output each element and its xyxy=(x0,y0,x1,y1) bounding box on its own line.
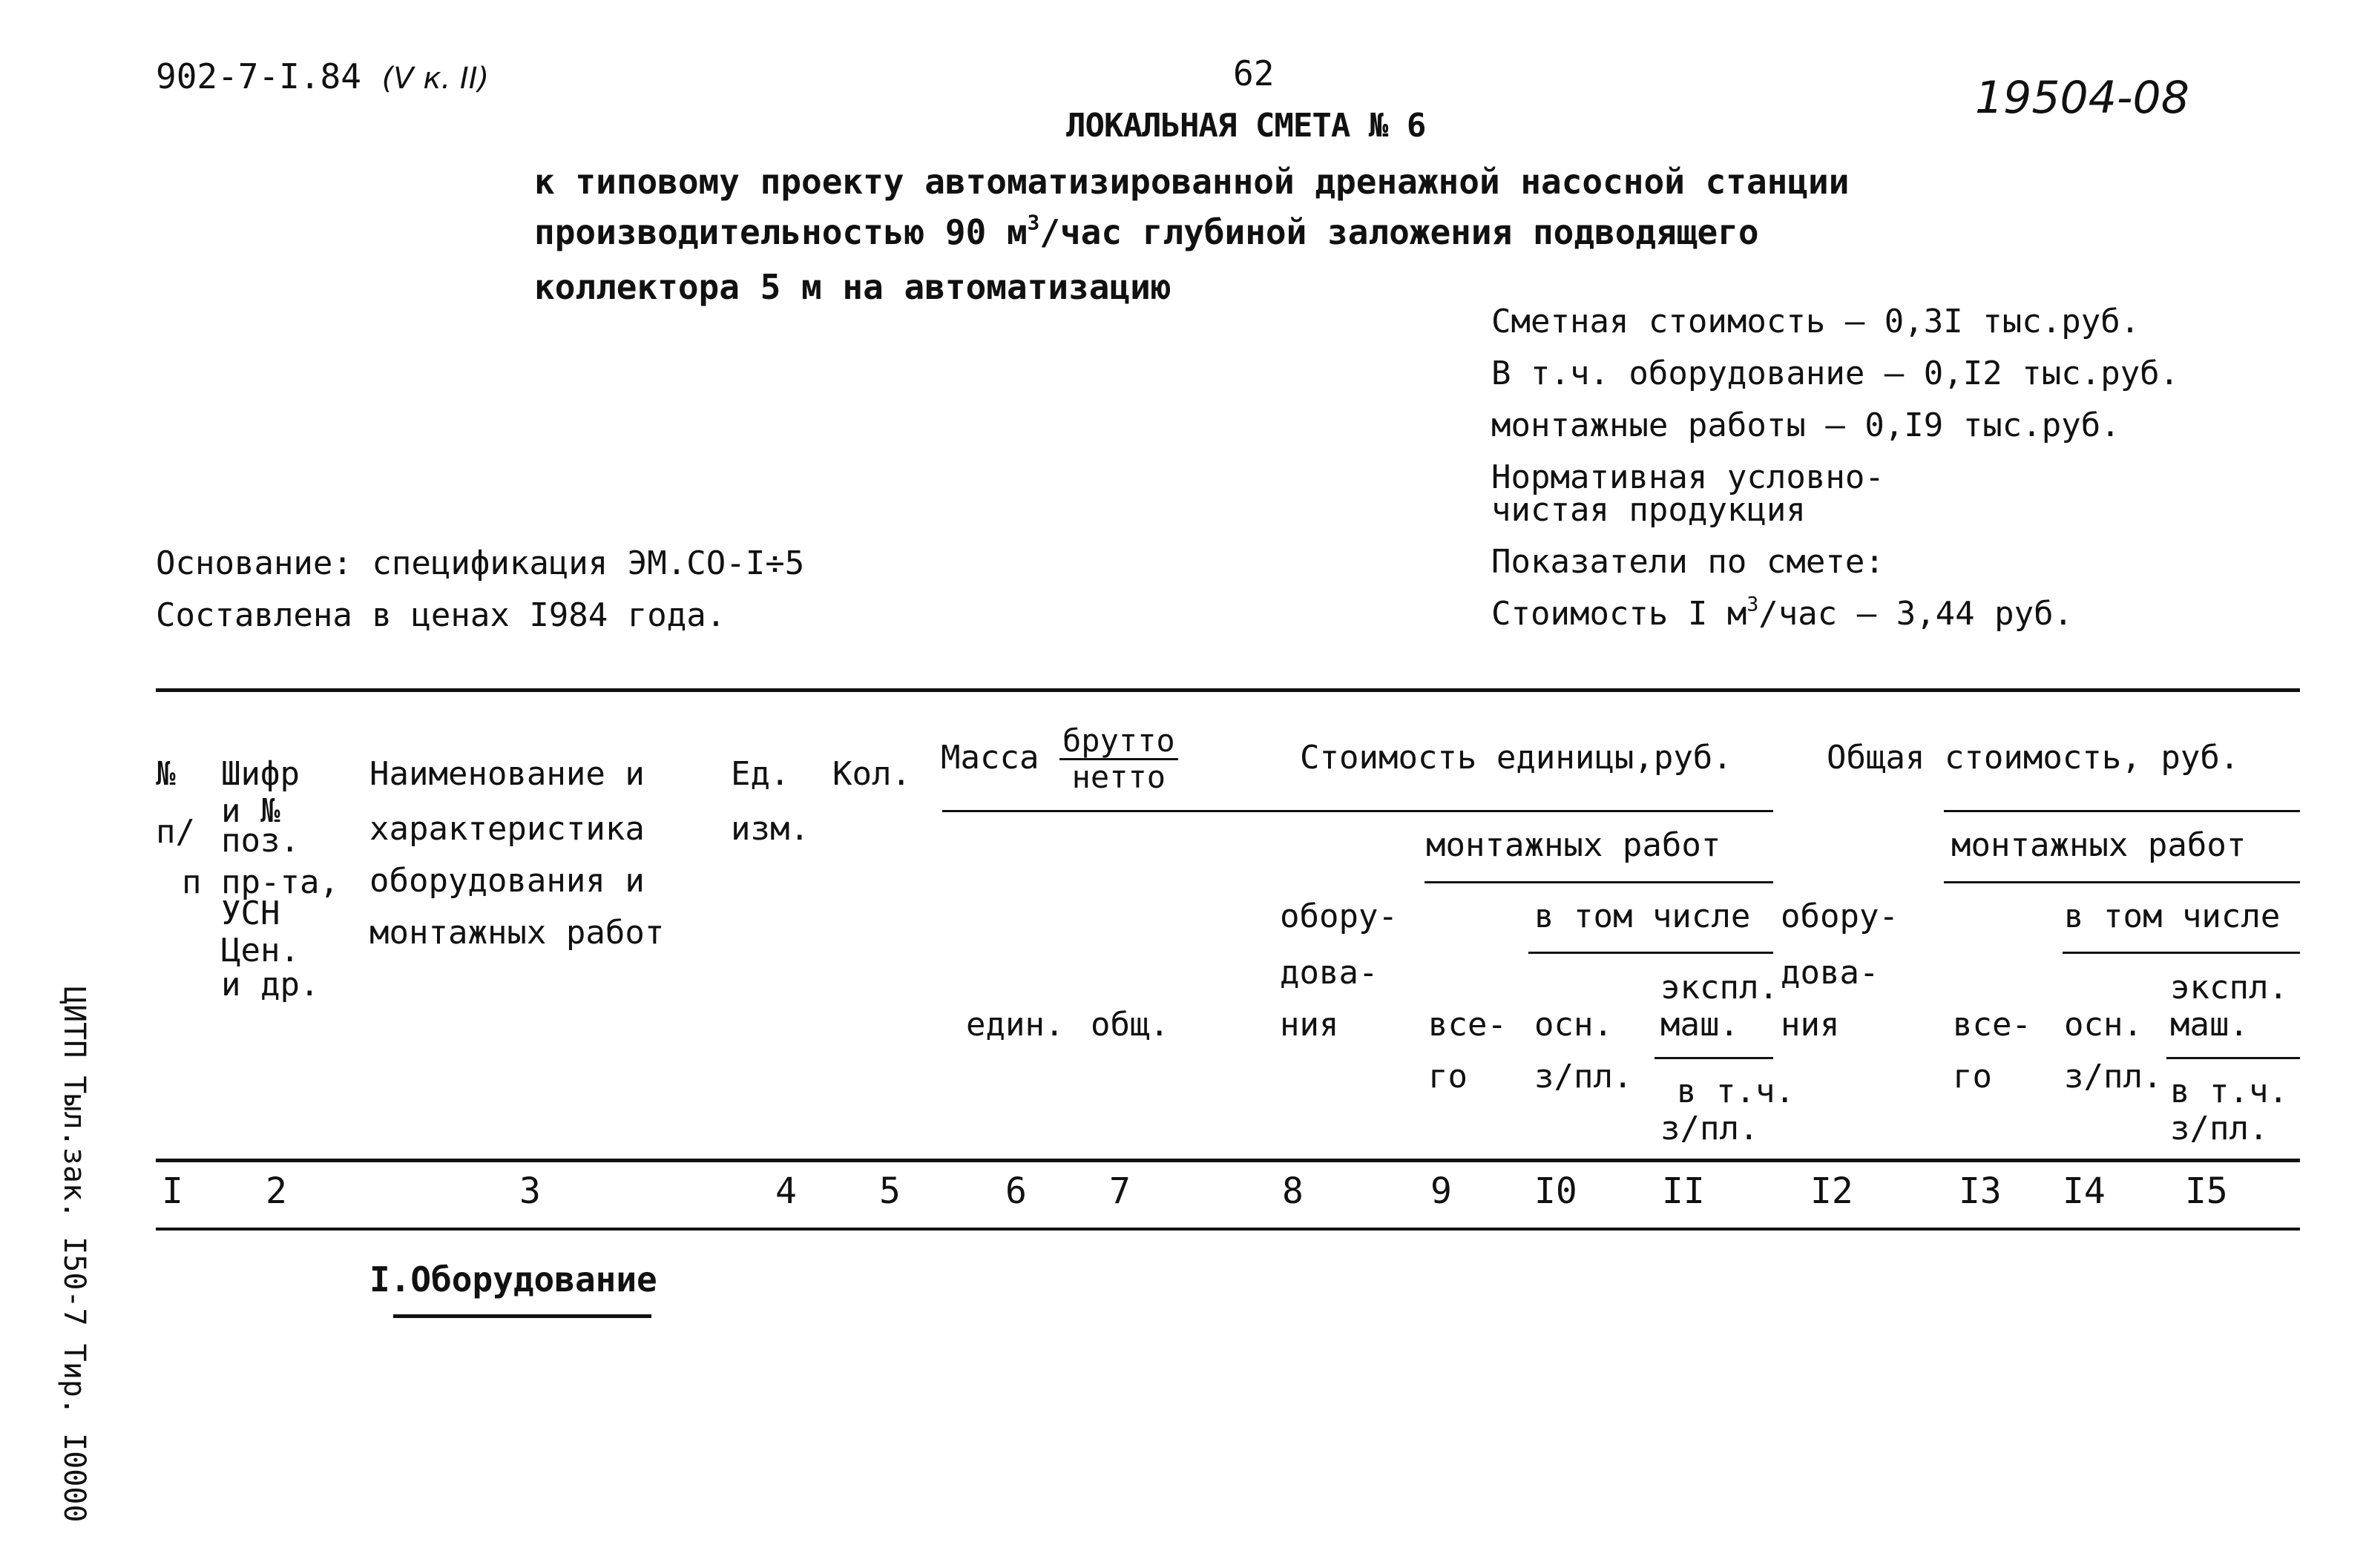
column-number: 5 xyxy=(879,1170,901,1212)
column-number: 7 xyxy=(1109,1170,1131,1212)
summary-unit-cost: Стоимость I $м^3$/час – 3,44 руб. xyxy=(1491,593,2074,633)
summary-install-cost: монтажные работы – 0,I9 тыс.руб. xyxy=(1491,406,2120,444)
col-qty: Кол. xyxy=(832,755,911,793)
mass-netto: нетто xyxy=(1071,759,1166,795)
column-number: 6 xyxy=(1005,1170,1027,1212)
subtitle-line-2: производительностью 90 $м^3$/час глубиной заложения подводящего xyxy=(534,210,1759,252)
unit-incl-header: в том числе xyxy=(1534,897,1751,935)
mass-fraction xyxy=(1059,722,1178,795)
page-number: 62 xyxy=(1233,53,1275,93)
column-number: I0 xyxy=(1534,1170,1577,1212)
mass-brutto: брутто xyxy=(1059,725,1178,760)
col-name-4: монтажных работ xyxy=(369,914,665,952)
unit-equip-2: дова- xyxy=(1280,954,1378,992)
col-code-2: и № xyxy=(221,792,280,830)
doc-code: 902-7-I.84 (V к. II) xyxy=(156,56,490,96)
unit-all-2: го xyxy=(1428,1058,1468,1096)
col-code-4: пр-та, xyxy=(221,863,339,901)
unit-mont-header: монтажных работ xyxy=(1426,826,1721,864)
archive-number: 19504-08 xyxy=(1975,72,2189,124)
unit-equip-1: обору- xyxy=(1280,897,1398,935)
total-all-2: го xyxy=(1953,1058,1992,1096)
basis-specification: Основание: спецификация ЭМ.СО-I÷5 xyxy=(156,544,805,582)
total-vtch-2: з/пл. xyxy=(2170,1110,2269,1147)
unit-osn-2: з/пл. xyxy=(1534,1058,1633,1096)
total-mont-header: монтажных работ xyxy=(1951,826,2247,864)
total-equip-2: дова- xyxy=(1781,954,1879,992)
section-title-underline xyxy=(393,1314,651,1318)
total-exp-1: экспл. xyxy=(2170,969,2288,1007)
subtitle-line-3: коллектора 5 м на автоматизацию xyxy=(534,267,1172,307)
unit-vtch-2: з/пл. xyxy=(1660,1110,1759,1147)
column-number: I5 xyxy=(2185,1170,2228,1212)
col-name-2: характеристика xyxy=(369,810,645,848)
summary-indicators: Показатели по смете: xyxy=(1491,543,1884,581)
doc-code-note: (V к. II) xyxy=(381,62,490,96)
total-exp-2: маш. xyxy=(2170,1006,2249,1044)
total-osn-1: осн. xyxy=(2064,1006,2143,1044)
unit-vtch-1: в т.ч. xyxy=(1677,1073,1795,1110)
total-all-1: все- xyxy=(1953,1006,2031,1044)
col-unit-1: Ед. xyxy=(731,755,790,793)
incl-rule-2 xyxy=(2063,952,2300,954)
mont-rule-2 xyxy=(1944,881,2300,883)
header-bottom-rule xyxy=(156,1159,2300,1162)
col-name-1: Наименование и xyxy=(369,755,645,793)
subtitle-line-1: к типовому проекту автоматизированной дренажной насосной станции xyxy=(534,162,1850,202)
column-number: II xyxy=(1662,1170,1705,1212)
total-cost-rule xyxy=(1944,810,2300,812)
unit-exp-2: маш. xyxy=(1660,1006,1739,1044)
unit-all-1: все- xyxy=(1428,1006,1507,1044)
total-equip-1: обору- xyxy=(1781,897,1899,935)
basis-prices-year: Составлена в ценах I984 года. xyxy=(156,596,726,634)
summary-normative-1: Нормативная условно- xyxy=(1491,458,1884,496)
unit-osn-1: осн. xyxy=(1534,1006,1613,1044)
summary-normative-2: чистая продукция xyxy=(1491,491,1806,529)
mass-label: Масса xyxy=(941,739,1039,777)
col-code-6: Цен. xyxy=(221,932,300,969)
table-top-rule xyxy=(156,688,2300,692)
total-incl-header: в том числе xyxy=(2064,897,2281,935)
total-equip-3: ния xyxy=(1781,1006,1840,1044)
col-unit-2: изм. xyxy=(731,810,809,848)
column-number: I2 xyxy=(1810,1170,1853,1212)
total-osn-2: з/пл. xyxy=(2064,1058,2163,1096)
col-code-7: и др. xyxy=(221,966,320,1004)
col-name-3: оборудования и xyxy=(369,862,645,900)
summary-total-cost: Сметная стоимость – 0,3I тыс.руб. xyxy=(1491,303,2140,340)
col-num-3: п xyxy=(182,863,202,901)
section-title: I.Оборудование xyxy=(369,1259,657,1299)
exp-rule-1 xyxy=(1654,1057,1773,1059)
unit-exp-1: экспл. xyxy=(1660,969,1778,1007)
mont-rule-1 xyxy=(1424,881,1773,883)
mass-per-unit: един. xyxy=(966,1006,1065,1044)
unit-cost-rule xyxy=(942,810,1773,812)
summary-equipment-cost: В т.ч. оборудование – 0,I2 тыс.руб. xyxy=(1491,355,2180,392)
total-vtch-1: в т.ч. xyxy=(2170,1073,2288,1110)
column-number: I4 xyxy=(2063,1170,2106,1212)
col-num-1: № xyxy=(156,755,176,793)
unit-equip-3: ния xyxy=(1280,1006,1339,1044)
total-cost-header: Общая стоимость, руб. xyxy=(1827,739,2240,777)
column-number: 4 xyxy=(775,1170,797,1212)
col-code-3: поз. xyxy=(221,822,300,860)
column-number: I3 xyxy=(1959,1170,2002,1212)
mass-total: общ. xyxy=(1091,1006,1169,1044)
column-number: I xyxy=(162,1170,183,1212)
column-number: 9 xyxy=(1430,1170,1452,1212)
unit-cost-header: Стоимость единицы,руб. xyxy=(1300,739,1732,777)
column-number: 2 xyxy=(266,1170,287,1212)
exp-rule-2 xyxy=(2166,1057,2300,1059)
printer-imprint: ЦИТП Тыл.зак. I50-7 Тир. I0000 xyxy=(57,986,91,1523)
col-code-1: Шифр xyxy=(221,755,300,793)
incl-rule-1 xyxy=(1528,952,1773,954)
numbers-bottom-rule xyxy=(156,1228,2300,1231)
column-number: 8 xyxy=(1282,1170,1304,1212)
document-title: ЛОКАЛЬНАЯ СМЕТА № 6 xyxy=(1066,107,1426,145)
column-number: 3 xyxy=(519,1170,541,1212)
col-num-2: п/ xyxy=(156,813,195,851)
col-code-5: УСН xyxy=(221,895,280,932)
